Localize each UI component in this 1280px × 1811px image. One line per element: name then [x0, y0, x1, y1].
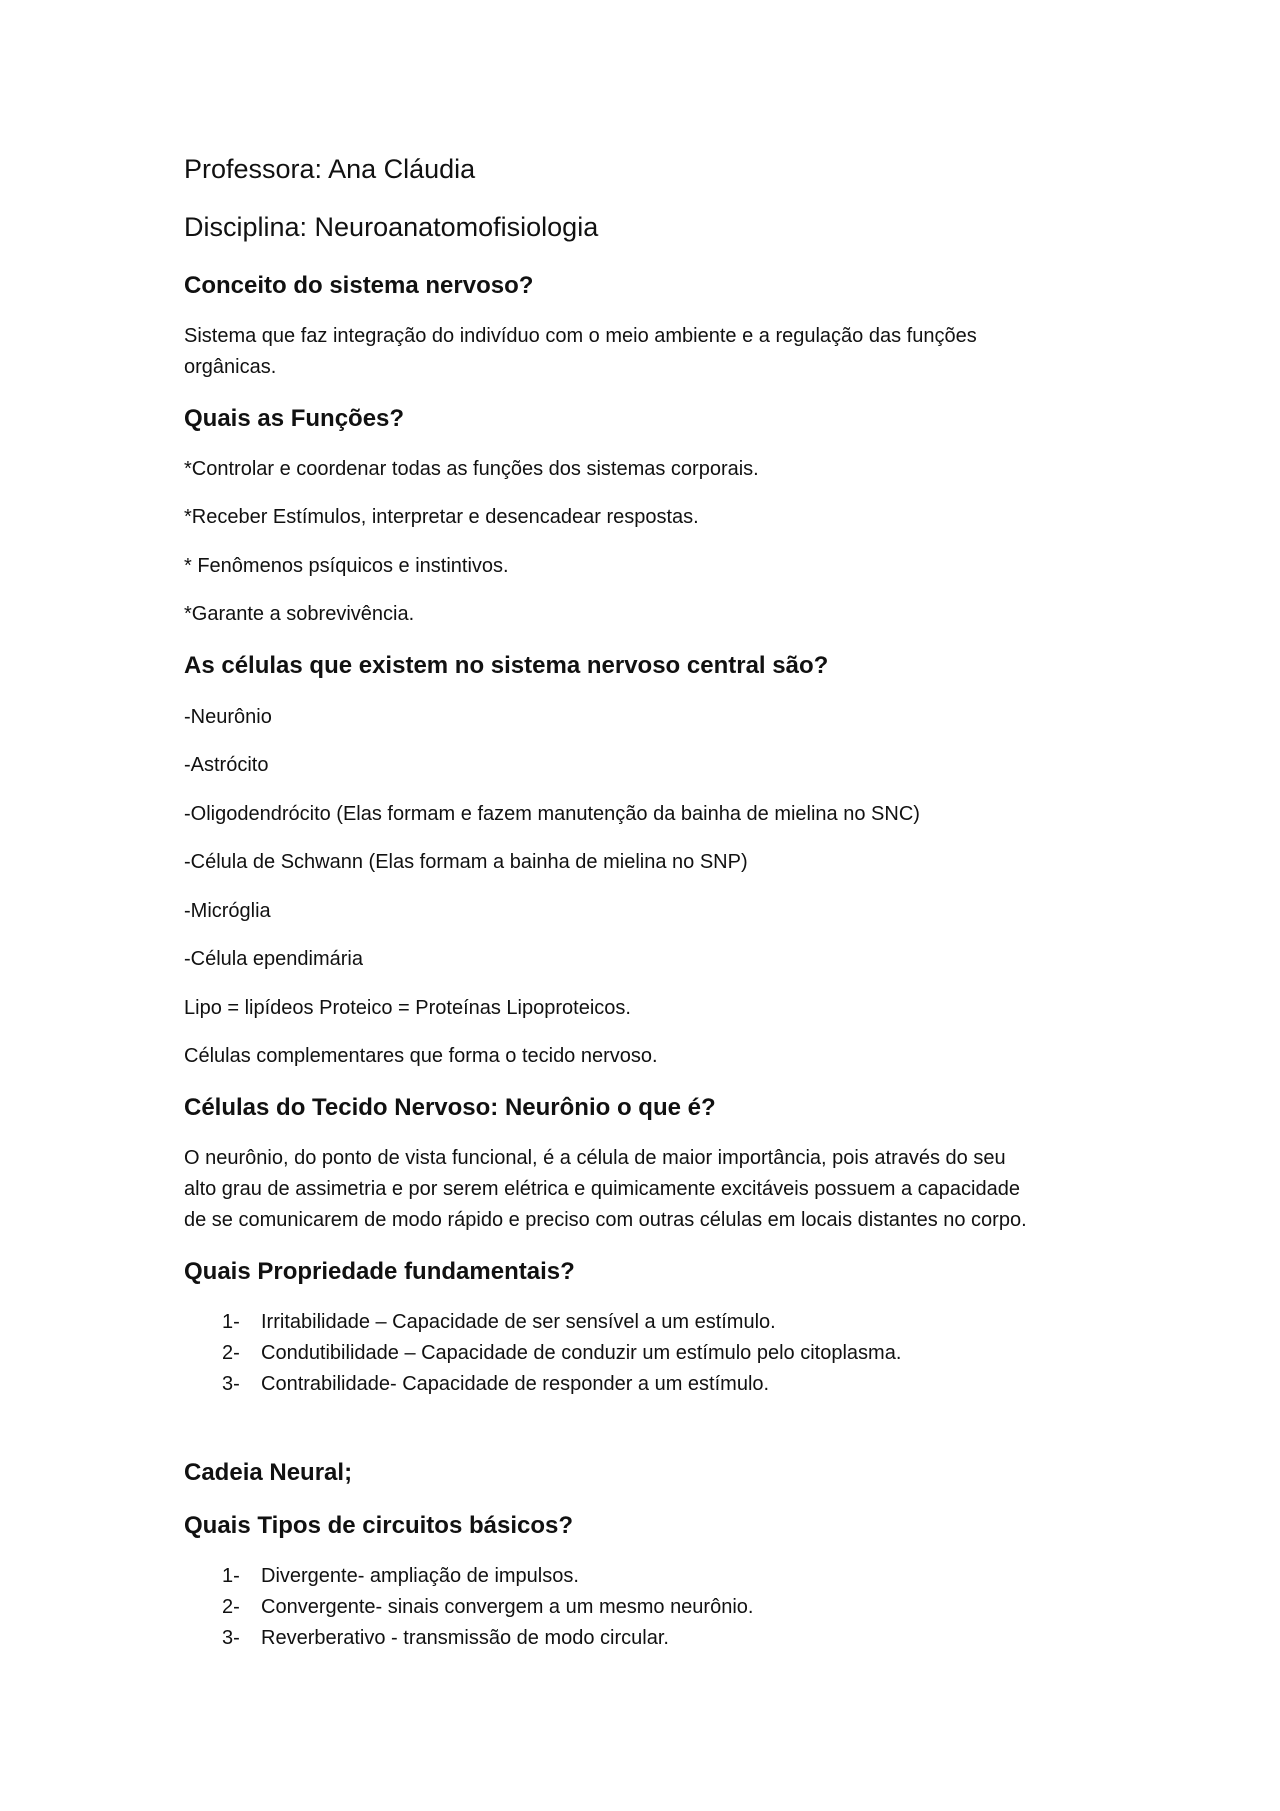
list-text: Irritabilidade – Capacidade de ser sensível a um estímulo. [261, 1311, 776, 1333]
heading-conceito: Conceito do sistema nervoso? [184, 272, 534, 299]
neuronio-text-line-1: O neurônio, do ponto de vista funcional, é a célula de maior importância, pois através do seu [184, 1147, 1006, 1169]
list-number: 3- [222, 1627, 240, 1649]
celula-item: -Célula de Schwann (Elas formam a bainha de mielina no SNP) [184, 851, 748, 873]
heading-neuronio: Células do Tecido Nervoso: Neurônio o que é? [184, 1094, 716, 1121]
funcao-item: *Controlar e coordenar todas as funções dos sistemas corporais. [184, 458, 759, 480]
heading-funcoes: Quais as Funções? [184, 405, 405, 432]
circuito-list-item [222, 1565, 579, 1588]
list-number: 2- [222, 1596, 240, 1618]
conceito-text-line-2: orgânicas. [184, 356, 277, 378]
professor-line: Professora: Ana Cláudia [184, 154, 476, 184]
propriedade-list-item [222, 1311, 776, 1334]
celula-item: -Neurônio [184, 706, 272, 728]
list-text: Contrabilidade- Capacidade de responder a um estímulo. [261, 1373, 770, 1395]
celula-item: -Astrócito [184, 754, 269, 776]
circuito-list-item [222, 1627, 669, 1650]
funcao-item: *Garante a sobrevivência. [184, 603, 415, 625]
funcao-item: * Fenômenos psíquicos e instintivos. [184, 555, 509, 577]
heading-circuitos: Quais Tipos de circuitos básicos? [184, 1512, 574, 1539]
celulas-complementares-note: Células complementares que forma o tecido nervoso. [184, 1045, 658, 1067]
list-number: 3- [222, 1373, 240, 1395]
list-text: Reverberativo - transmissão de modo circular. [261, 1627, 669, 1649]
conceito-text-line-1: Sistema que faz integração do indivíduo com o meio ambiente e a regulação das funções [184, 325, 977, 347]
list-number: 2- [222, 1342, 240, 1364]
celula-item: -Oligodendrócito (Elas formam e fazem manutenção da bainha de mielina no SNC) [184, 803, 920, 825]
heading-propriedades: Quais Propriedade fundamentais? [184, 1258, 575, 1285]
list-text: Condutibilidade – Capacidade de conduzir um estímulo pelo citoplasma. [261, 1342, 902, 1364]
neuronio-text-line-2: alto grau de assimetria e por serem elétrica e quimicamente excitáveis possuem a capacidade [184, 1178, 1020, 1200]
celula-item: -Micróglia [184, 900, 271, 922]
circuito-list-item [222, 1596, 753, 1619]
heading-cadeia-neural: Cadeia Neural; [184, 1459, 353, 1486]
list-text: Convergente- sinais convergem a um mesmo neurônio. [261, 1596, 754, 1618]
neuronio-text-line-3: de se comunicarem de modo rápido e preciso com outras células em locais distantes no corpo. [184, 1209, 1027, 1231]
list-number: 1- [222, 1311, 240, 1333]
list-number: 1- [222, 1565, 240, 1587]
list-text: Divergente- ampliação de impulsos. [261, 1565, 579, 1587]
heading-celulas-snc: As células que existem no sistema nervoso central são? [184, 652, 829, 679]
propriedade-list-item [222, 1373, 769, 1396]
discipline-line: Disciplina: Neuroanatomofisiologia [184, 212, 599, 242]
lipo-note: Lipo = lipídeos Proteico = Proteínas Lipoproteicos. [184, 997, 631, 1019]
celula-item: -Célula ependimária [184, 948, 363, 970]
funcao-item: *Receber Estímulos, interpretar e desencadear respostas. [184, 506, 699, 528]
propriedade-list-item [222, 1342, 901, 1365]
